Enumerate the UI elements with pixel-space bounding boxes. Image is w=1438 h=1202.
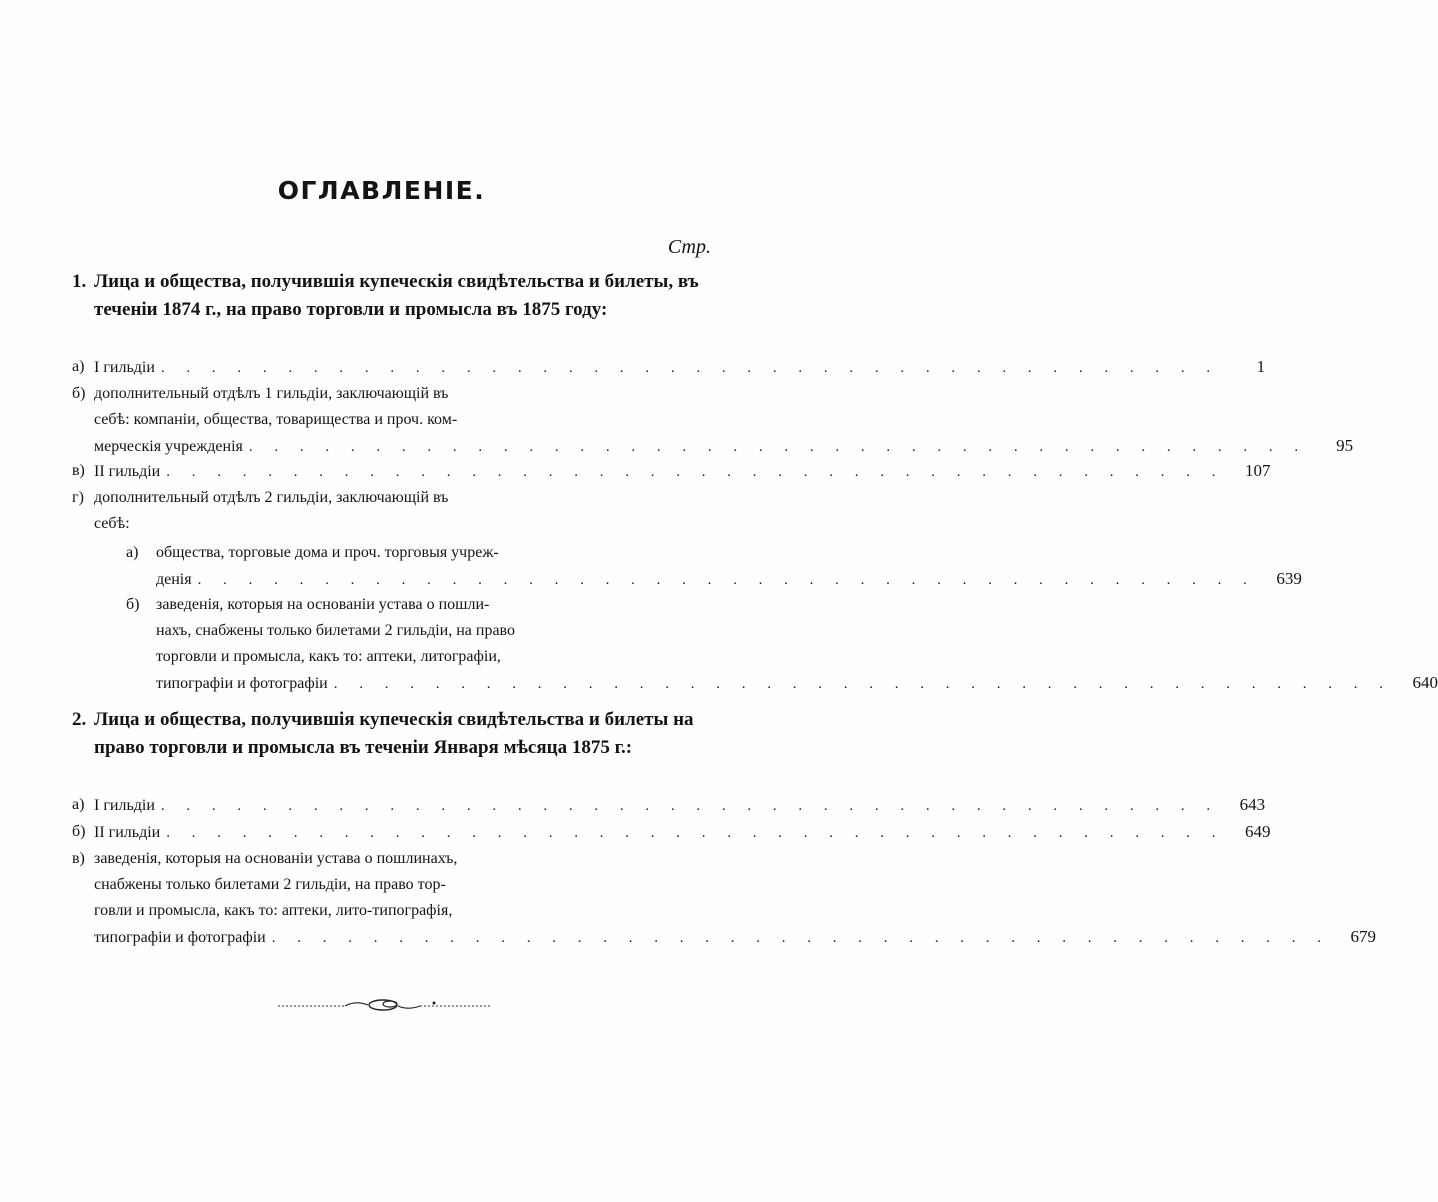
entry-page-number: 107 [1244, 461, 1271, 480]
entry-page-number: 639 [1276, 569, 1302, 588]
entry-line: дополнительный отдѣлъ 1 гильдiи, заключающiй въ [94, 385, 449, 402]
entry-label: II гильдiи [94, 463, 161, 480]
entry-marker: г) [72, 489, 84, 506]
toc-entry-2v[interactable] [72, 846, 1376, 951]
entry-page-number: 679 [1350, 927, 1376, 946]
entry-line: общества, торговые дома и проч. торговыя учреж- [156, 544, 499, 561]
dot-leader: . . . . . . . . . . . . . . . . . . . . . . . . . . . . . . . . . . . . . . . . . . [333, 676, 1392, 692]
entry-line: снабжены только билетами 2 гильдiи, на право тор- [94, 876, 446, 893]
entry-marker: а) [72, 796, 85, 813]
entry-label: денiя [156, 571, 192, 588]
entry-label: типографiи и фотографiи [156, 675, 328, 692]
entry-marker: б) [72, 385, 86, 402]
toc-entry-2b[interactable] [72, 819, 1271, 846]
entry-line: заведенiя, которыя на основанiи устава о пошли- [156, 596, 490, 613]
page-title: ОГЛАВЛЕНIЕ. [277, 176, 486, 205]
entry-page-number: 95 [1336, 436, 1354, 455]
entry-label: I гильдiи [94, 359, 155, 376]
section-1-heading [72, 268, 712, 324]
dot-leader: . . . . . . . . . . . . . . . . . . . . . . . . . . . . . . . . . . . . . . . . . . [166, 464, 1225, 480]
dot-leader: . . . . . . . . . . . . . . . . . . . . . . . . . . . . . . . . . . . . . . . . . . [160, 798, 1220, 814]
entry-line: говли и промысла, какъ то: аптеки, лито-типографiя, [94, 902, 453, 919]
entry-page-number: 649 [1244, 822, 1271, 841]
section-2-heading [72, 706, 712, 762]
flourish-icon [0, 994, 763, 1018]
toc-entry-1b[interactable] [72, 381, 1354, 460]
entry-label: мерческiя учрежденiя [94, 438, 243, 455]
dot-leader: . . . . . . . . . . . . . . . . . . . . . . . . . . . . . . . . . . . . . . . . . . [166, 825, 1225, 841]
entry-line: торговли и промысла, какъ то: аптеки, литографiи, [156, 648, 501, 665]
toc-entry-1a[interactable] [72, 354, 1266, 381]
entry-line: дополнительный отдѣлъ 2 гильдiи, заключающiй въ [94, 489, 449, 506]
dot-leader: . . . . . . . . . . . . . . . . . . . . . . . . . . . . . . . . . . . . . . . . . . [160, 360, 1220, 376]
page-column-header: Стр. [667, 236, 711, 258]
entry-label: II гильдiи [94, 824, 161, 841]
entry-marker: б) [126, 596, 140, 613]
entry-page-number: 643 [1239, 795, 1266, 814]
section-title: Лица и общества, получившiя купеческiя свидѣтельства и билеты на право торговли и промысла въ теченiи Января мѣсяца 1875 г.: [94, 709, 694, 758]
entry-marker: а) [72, 358, 85, 375]
entry-line: нахъ, снабжены только билетами 2 гильдiи, на право [156, 622, 515, 639]
entry-line: себѣ: [94, 515, 130, 532]
entry-marker: б) [72, 823, 86, 840]
section-number: 2. [72, 709, 87, 730]
section-title: Лица и общества, получившiя купеческiя свидѣтельства и билеты, въ теченiи 1874 г., на право торговли и промысла въ 1875 году: [94, 271, 699, 320]
toc-entry-1g-b[interactable] [126, 592, 1438, 697]
ornament-divider [0, 994, 763, 1022]
toc-entry-1g[interactable] [72, 485, 712, 537]
toc-entry-1g-a[interactable] [126, 540, 1302, 593]
dot-leader: . . . . . . . . . . . . . . . . . . . . . . . . . . . . . . . . . . . . . . . . . . [197, 572, 1256, 588]
entry-page-number: 1 [1256, 357, 1266, 376]
entry-line: себѣ: компанiи, общества, товарищества и проч. ком- [94, 411, 458, 428]
entry-label: типографiи и фотографiи [94, 929, 266, 946]
entry-marker: в) [72, 850, 85, 867]
toc-entry-2a[interactable] [72, 792, 1266, 819]
entry-line: заведенiя, которыя на основанiи устава о пошлинахъ, [94, 850, 458, 867]
dot-leader: . . . . . . . . . . . . . . . . . . . . . . . . . . . . . . . . . . . . . . . . . . [248, 439, 1308, 455]
entry-page-number: 640 [1412, 673, 1438, 692]
dot-leader: . . . . . . . . . . . . . . . . . . . . . . . . . . . . . . . . . . . . . . . . . . [271, 930, 1330, 946]
toc-entry-1v[interactable] [72, 458, 1271, 485]
section-number: 1. [72, 271, 87, 292]
entry-marker: а) [126, 544, 139, 561]
entry-label: I гильдiи [94, 797, 155, 814]
entry-marker: в) [72, 462, 85, 479]
